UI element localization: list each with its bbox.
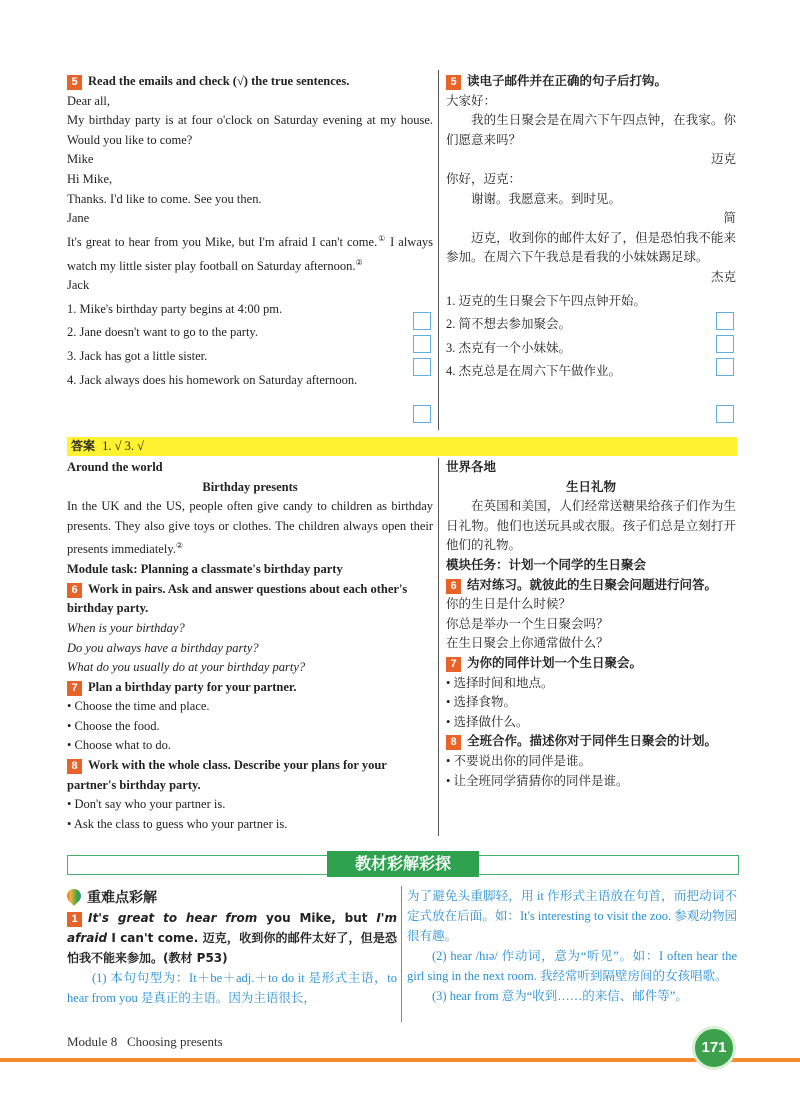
statement-row: 3. Jack has got a little sister. [67,349,208,364]
question: When is your birthday? [67,620,185,635]
list-item-zh: • 让全班同学猜猜你的同伴是谁。 [446,772,736,792]
zh-line: 简 [723,211,736,226]
question-zh: 在生日聚会上你通常做什么？ [446,636,609,651]
ex5-number: 5 [67,75,82,90]
around-body-zh: 在英国和美国，人们经常送糖果给孩子们作为生日礼物。他们也送玩具或衣服。孩子们总是立刻打开他们的礼物。 [446,499,736,553]
email-line: My birthday party is at four o'clock on Saturday evening at my house. Would you like to come? [67,113,433,147]
checkbox-zh-3[interactable] [716,358,734,376]
note-p3: (3) hear from 意为“收到……的来信、邮件等”。 [432,989,688,1003]
checkbox-4[interactable] [413,405,431,423]
list-item: • Choose the food. [67,717,433,737]
statement-zh: 2. 简不想去参加聚会。 [446,317,572,332]
page-number: 171 [692,1026,736,1070]
around-body: In the UK and the US, people often give candy to children as birthday presents. They also give toys or clothes. The children always open their presents immediately.② [67,499,433,557]
checkbox-2[interactable] [413,335,431,353]
list-item: • Choose what to do. [67,736,433,756]
around-title: Around the world [67,460,163,474]
zh-line: 迈克，收到你的邮件太好了，但是恐怕我不能来参加。在周六下午我总是看我的小妹妹踢足球。 [446,230,736,265]
email-line: Dear all, [67,93,111,108]
note-p2: (2) hear /hɪə/ 作动词，意为“听见”。如：I often hear the girl sing in the next room. 我经常听到隔壁房间的女孩唱歌。 [407,949,737,983]
answer-text: 1. √ 3. √ [102,439,144,453]
list-item: • Choose the time and place. [67,697,433,717]
checkbox-zh-1[interactable] [716,312,734,330]
location-pin-icon [64,886,84,906]
zh-line: 你好，迈克： [446,171,522,186]
question-zh: 你的生日是什么时候？ [446,597,572,612]
email-line: Mike [67,152,94,167]
checkbox-zh-4[interactable] [716,405,734,423]
footer-rule [0,1058,800,1062]
ex6-title-en: 6 Work in pairs. Ask and answer questions about each other's birthday party. [67,581,408,616]
statement-row: 2. Jane doesn't want to go to the party. [67,325,258,340]
lower-left [67,458,433,834]
question-zh: 你总是举办一个生日聚会吗？ [446,616,609,631]
notes-divider [401,886,402,1022]
around-subtitle: Birthday presents [202,479,298,494]
note-p1: (1) 本句句型为：It＋be＋adj.＋to do it 是形式主语，to hear from you 是真正的主语。因为主语很长， [67,971,397,1005]
around-title-zh: 世界各地 [446,460,497,474]
email-line: Jack [67,278,90,293]
ex7-title-en: 7 Plan a birthday party for your partner. [67,678,433,698]
list-item-zh: • 不要说出你的同伴是谁。 [446,752,736,772]
ex5-title-en: 5 Read the emails and check (√) the true sentences. [67,72,433,92]
list-item: • Don't say who your partner is. [67,795,433,815]
ex5-title-zh: 5 读电子邮件并在正确的句子后打钩。 [446,72,736,92]
ex7-title-zh: 7 为你的同伴计划一个生日聚会。 [446,654,736,674]
statement-row: 4. Jack always does his homework on Saturday afternoon. [67,372,358,387]
module-task-zh: 模块任务：计划一个同学的生日聚会 [446,557,647,572]
zh-line: 谢谢。我愿意来。到时见。 [471,191,622,206]
column-divider [438,70,439,430]
email-line: Thanks. I'd like to come. See you then. [67,191,262,206]
email-line: Jane [67,211,90,226]
footer: Module 8 Choosing presents [67,1034,223,1049]
ex5-chinese [446,72,736,382]
statement-zh: 4. 杰克总是在周六下午做作业。 [446,364,622,379]
ex8-title-en: 8 Work with the whole class. Describe your plans for your partner's birthday party. [67,758,387,792]
email-paragraph: It's great to hear from you Mike, but I'm afraid I can't come.① I always watch my little sister play football on Saturday afternoon.② [67,233,433,273]
list-item-zh: • 选择做什么。 [446,713,736,733]
ex6-title-zh: 6 结对练习。就彼此的生日聚会问题进行问答。 [446,576,736,596]
ex5-english [67,72,433,390]
column-divider-2 [438,458,439,836]
checkbox-1[interactable] [413,312,431,330]
statement-zh: 3. 杰克有一个小妹妹。 [446,340,572,355]
note-p1-cont: 为了避免头重脚轻，用 it 作形式主语放在句首，而把动词不定式放在后面。如：It's interesting to visit the zoo. 参观动物园很有趣。 [407,889,737,943]
email-line: Hi Mike, [67,171,113,186]
zh-line: 迈克 [710,152,736,167]
checkbox-3[interactable] [413,358,431,376]
module-task: Module task: Planning a classmate's birthday party [67,562,343,577]
list-item: • Ask the class to guess who your partner is. [67,815,433,835]
around-subtitle-zh: 生日礼物 [565,479,616,494]
notes-heading: 重难点彩解 [67,888,397,908]
zh-line: 大家好： [446,93,497,108]
statement-zh: 1. 迈克的生日聚会下午四点钟开始。 [446,293,647,308]
lower-right [446,458,736,791]
note-sentence: 1 It's great to hear from you Mike, but I'm afraid I can't come. 迈克，收到你的邮件太好了，但是恐怕我不能来参加。(教材 P53) [67,911,397,965]
checkbox-zh-2[interactable] [716,335,734,353]
zh-line: 杰克 [710,269,736,284]
question: Do you always have a birthday party? [67,640,259,655]
statement-row: 1. Mike's birthday party begins at 4:00 pm. [67,301,283,316]
notes-left [67,888,397,1008]
question: What do you usually do at your birthday party? [67,660,306,675]
notes-right [407,886,737,1006]
list-item-zh: • 选择时间和地点。 [446,674,736,694]
zh-line: 我的生日聚会是在周六下午四点钟，在我家。你们愿意来吗？ [446,113,736,147]
list-item-zh: • 选择食物。 [446,693,736,713]
answer-label: 答案 [71,439,96,453]
section-banner: 教材彩解彩探 [327,851,479,877]
ex8-title-zh: 8 全班合作。描述你对于同伴生日聚会的计划。 [446,732,736,752]
answer-bar [67,437,737,456]
